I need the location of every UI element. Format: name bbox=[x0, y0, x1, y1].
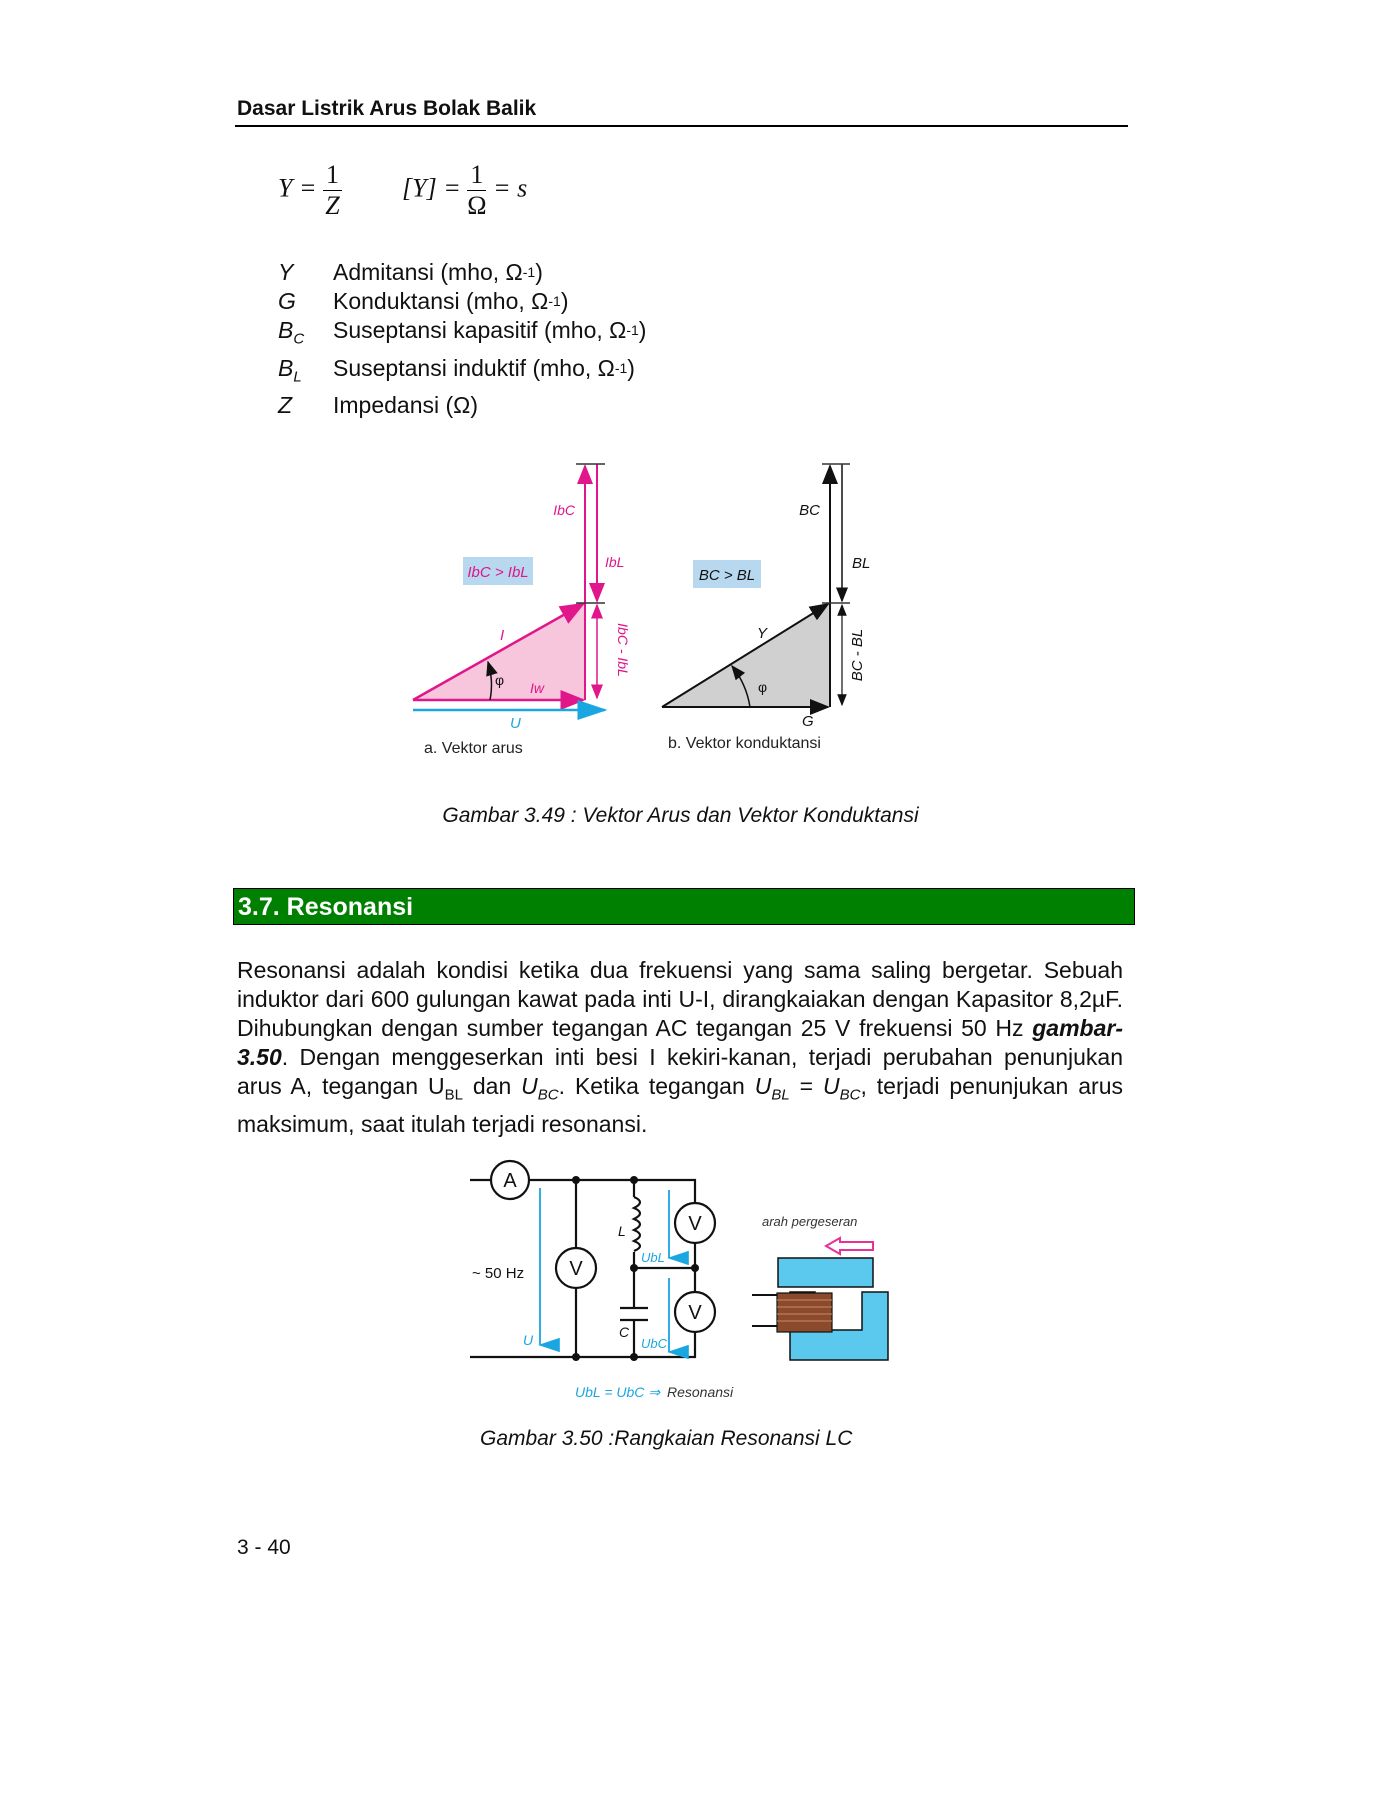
ubc-label: UbC bbox=[641, 1336, 668, 1351]
subfigure-label-b: b. Vektor konduktansi bbox=[668, 735, 821, 752]
unit-lhs: [Y] = bbox=[402, 173, 461, 203]
condition-label: BC > BL bbox=[698, 567, 756, 584]
coil-icon bbox=[777, 1293, 832, 1332]
condition-label: IbC > IbL bbox=[467, 564, 529, 581]
resonance-label: Resonansi bbox=[667, 1384, 734, 1400]
figure-caption-3-50: Gambar 3.50 :Rangkaian Resonansi LC bbox=[480, 1427, 853, 1450]
denominator: Ω bbox=[467, 191, 487, 220]
definition-text: Impedansi (Ω) bbox=[333, 392, 479, 419]
symbol: G bbox=[278, 288, 296, 314]
subfigure-label-a: a. Vektor arus bbox=[424, 740, 523, 757]
y-label: Y bbox=[757, 625, 768, 642]
definition-text: Admitansi (mho, Ω bbox=[333, 259, 523, 285]
numerator: 1 bbox=[467, 160, 486, 191]
superscript: -1 bbox=[626, 322, 639, 338]
current-vector-diagram bbox=[413, 464, 631, 757]
ibl-label: IbL bbox=[605, 554, 625, 570]
symbol: $B_C$ bbox=[278, 317, 305, 348]
u-label: U bbox=[510, 715, 521, 732]
inductor-symbol bbox=[634, 1197, 640, 1251]
source-label: ~ 50 Hz bbox=[472, 1265, 525, 1282]
lc-circuit-figure bbox=[0, 1100, 1391, 1430]
conductance-vector-diagram bbox=[662, 464, 870, 752]
page-number: 3 - 40 bbox=[237, 1536, 291, 1559]
definition-item: G Konduktansi (mho, Ω -1 ) bbox=[278, 288, 569, 314]
symbol: Y bbox=[278, 259, 294, 285]
definition-item: $B_L$ Suseptansi induktif (mho, Ω -1 ) bbox=[278, 354, 646, 392]
i-label: I bbox=[500, 627, 505, 644]
definition-item: $B_C$ Suseptansi kapasitif (mho, Ω -1 ) bbox=[278, 316, 646, 354]
ammeter-label: A bbox=[503, 1170, 517, 1192]
bl-label: BL bbox=[852, 555, 871, 572]
voltmeter-label: V bbox=[688, 1302, 702, 1324]
running-header: Dasar Listrik Arus Bolak Balik bbox=[237, 97, 537, 120]
symbol: Z bbox=[278, 392, 293, 419]
body-paragraph: Resonansi adalah kondisi ketika dua frekuensi yang sama saling bergetar. Sebuah induktor dari 600 gulungan kawat pada inti U-I, dirangkaiakan dengan Kapasitor 8,2µF. Dihubungkan dengan sumber tegangan AC tegangan 25 V frekuensi 50 Hz gambar-3.50. Dengan menggeserkan inti besi I kekiri-kanan, terjadi perubahan penunjukan arus A, tegangan $U_{BL}$ dan $U_{BC}$. Ketika tegangan $U_{BL} = U_{BC}$, terjadi penunjukan arus maksimum, saat itulah terjadi resonansi. bbox=[237, 957, 1123, 1137]
figure-reference: gambar-3.50 bbox=[237, 1015, 1123, 1070]
vector-diagram-figure bbox=[0, 0, 1391, 800]
superscript: -1 bbox=[522, 264, 536, 280]
ubl-label: UbL bbox=[641, 1250, 665, 1265]
ibc-label: IbC bbox=[553, 502, 575, 518]
figure-caption-3-49: Gambar 3.49 : Vektor Arus dan Vektor Konduktansi bbox=[442, 804, 919, 827]
denominator: Z bbox=[325, 191, 340, 220]
difference-label: IbC - IbL bbox=[615, 623, 631, 677]
iw-label: Iw bbox=[530, 680, 544, 696]
resonance-equation: UbL = UbC ⇒ bbox=[575, 1384, 661, 1400]
formula-lhs: Y = bbox=[278, 173, 317, 203]
bc-label: BC bbox=[799, 502, 820, 519]
numerator: 1 bbox=[323, 160, 342, 191]
inductor-label: L bbox=[618, 1223, 626, 1239]
symbol: $B_L$ bbox=[278, 354, 302, 386]
phi-label: φ bbox=[758, 679, 768, 695]
shift-arrow-icon bbox=[826, 1238, 873, 1254]
u-label: U bbox=[523, 1332, 534, 1348]
definition-text: Suseptansi kapasitif (mho, Ω bbox=[333, 317, 627, 343]
difference-label: BC - BL bbox=[849, 628, 866, 682]
unit-rhs: = s bbox=[493, 173, 528, 203]
definition-text: Konduktansi (mho, Ω bbox=[333, 288, 549, 314]
superscript: -1 bbox=[614, 359, 628, 376]
i-core bbox=[778, 1258, 873, 1287]
voltmeter-label: V bbox=[569, 1258, 583, 1280]
voltmeter-label: V bbox=[688, 1213, 702, 1235]
definition-text: Suseptansi induktif (mho, Ω bbox=[333, 354, 615, 381]
phi-label: φ bbox=[495, 672, 505, 688]
section-heading: 3.7. Resonansi bbox=[233, 888, 1135, 925]
g-label: G bbox=[802, 713, 814, 730]
capacitor-label: C bbox=[619, 1324, 630, 1340]
superscript: -1 bbox=[548, 293, 561, 309]
capacitor-symbol bbox=[620, 1308, 648, 1320]
definition-item: Y Admitansi (mho, Ω -1 ) bbox=[278, 259, 543, 285]
shift-direction-label: arah pergeseran bbox=[762, 1214, 858, 1229]
